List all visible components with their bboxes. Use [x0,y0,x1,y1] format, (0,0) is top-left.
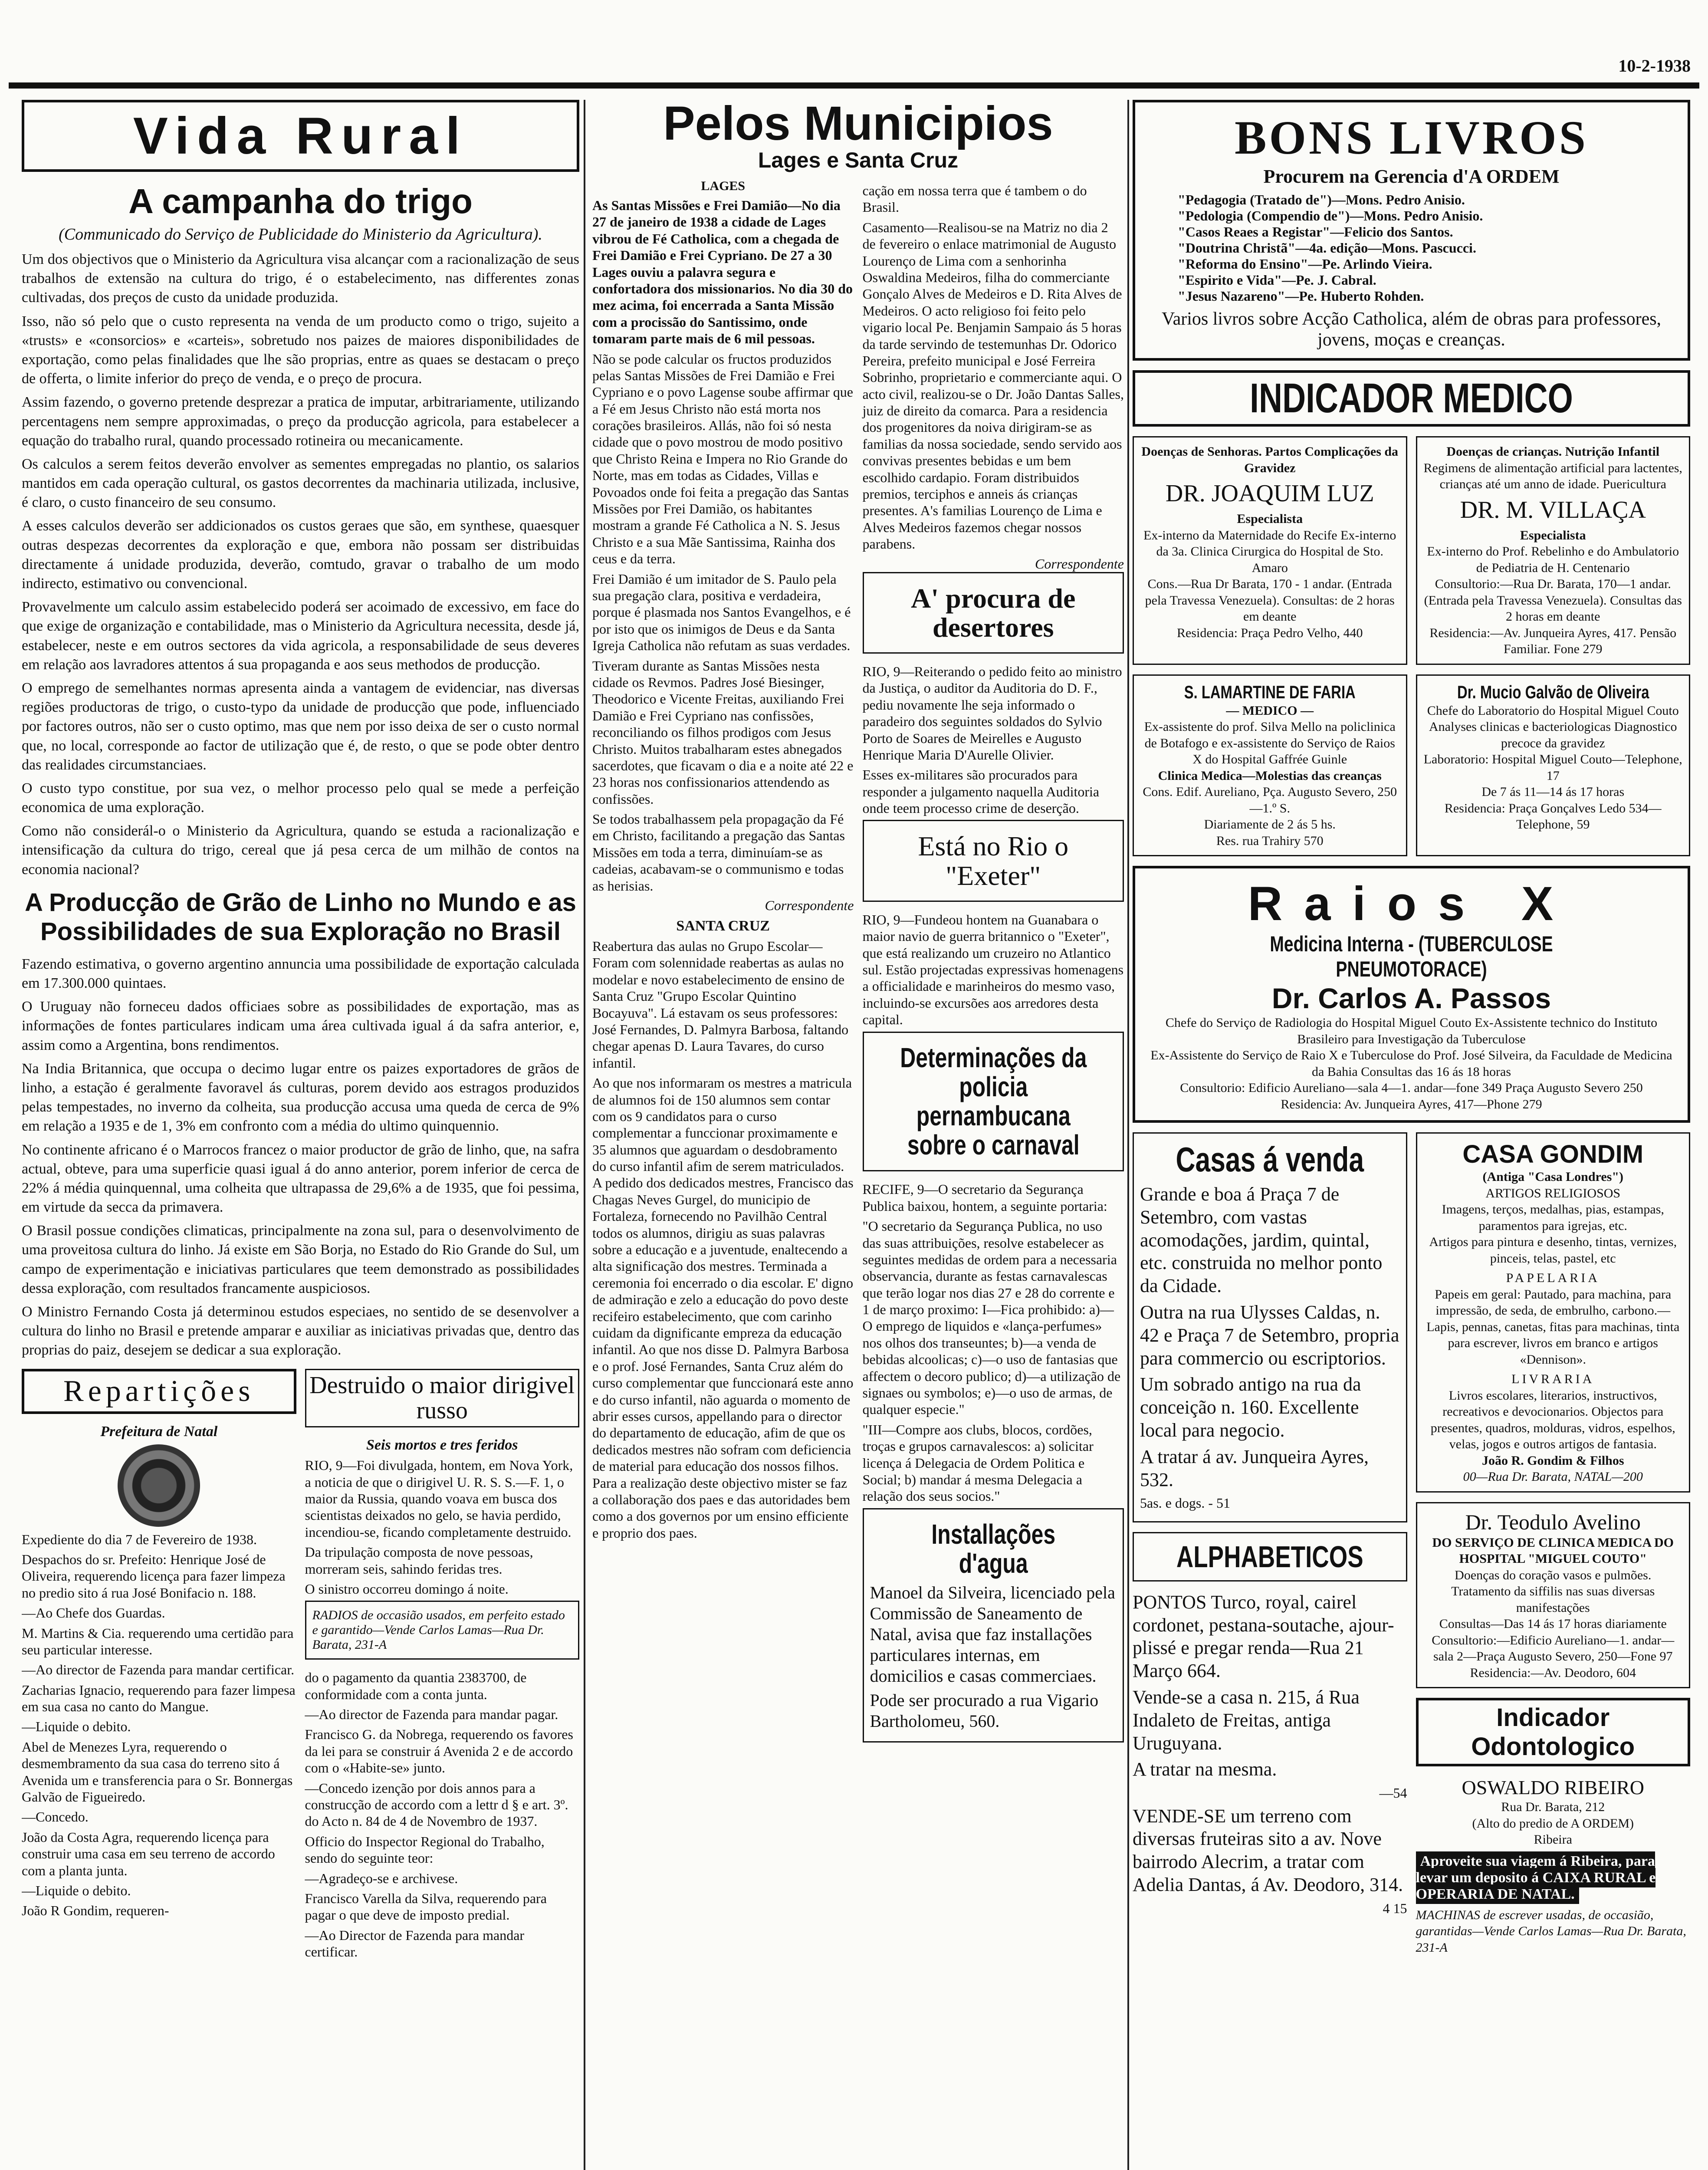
ad-text: Papeis em geral: Pautado, para machina, para impressão, de seda, de embrulho, carbono.—Lapis, pennas, canetas, fitas para machinas, tinta para escrever, livros em branco e artigos «Dennison». [1426,1287,1680,1367]
doctor-info: Ex-interno do Prof. Rebelinho e do Ambulatorio de Pediatria de H. Centenario [1427,544,1679,575]
paragraph: Se todos trabalhassem pela propagação da Fé em Christo, facilitando a pregação das Santas Missões em toda a terra, diminuíam-se as cadeias, acabavam-se o communismo e todas as herisias. [592,811,845,894]
paragraph: O emprego de semelhantes normas apresenta ainda a vantagem de evidenciar, nas diversas regiões productoras de trigo, o custo-typo da unidade de producção que pode, influenciado por factores outros, não ser o custo optimo, mas que nem por isso deixa de ser o custo normal que, no local, corresponde ao factor de utilização que é, de resto, o que se pode obter dentro das realidades circumstanciaes. [22,680,579,773]
paragraph: Como não considerál-o o Ministerio da Agricultura, quando se estuda a racionalização e intensificação da cultura do trigo, cereal que já pesa cerca de um milhão de contos na economia nacional? [22,823,579,878]
doctor-info: Consultorio: Edificio Aureliano—sala 4—1. andar—fone 349 Praça Augusto Severo 250 [1180,1081,1643,1095]
doctor-info: Rua Dr. Barata, 212 [1501,1800,1605,1814]
ad-subtitle: Procurem na Gerencia d'A ORDEM [1263,166,1560,187]
doctor-info: Chefe do Serviço de Radiologia do Hospital Miguel Couto Ex-Assistente technico do Instituto Brasileiro para Investigação da Tuberculose [1165,1016,1658,1046]
doctor-card [1416,436,1691,665]
paragraph: Reabertura das aulas no Grupo Escolar—Foram com solennidade reabertas as aulas no modelar e novo estabelecimento de ensino de Santa Cruz "Grupo Escolar Quintino Bocayuva". Lá estavam os seus professores: José Fernandes, D. Palmyra Barbosa, faltando chegar apenas D. Laura Tavares, do curso infantil. [592,938,849,1071]
doctor-info: Consultas—Das 14 ás 17 horas diariamente [1439,1617,1667,1631]
book-item: "Casos Reaes a Registar"—Felicio dos Santos. [1178,224,1453,240]
paragraph: —Ao Chefe dos Guardas. [22,1605,165,1621]
paragraph: —Concedo. [22,1809,89,1825]
book-item: "Pedologia (Compendio de")—Mons. Pedro Anisio. [1178,208,1483,224]
paragraph: O sinistro occorreu domingo á noite. [305,1581,509,1597]
column-vida-rural [22,100,579,2170]
doctor-info: DO SERVIÇO DE CLINICA MEDICA DO HOSPITAL "MIGUEL COUTO" [1432,1535,1674,1566]
ad-subtitle: Medicina Interna - (TUBERCULOSE PNEUMOTORACE) [1270,932,1553,981]
ad-text: Imagens, terços, medalhas, pias, estampas, paramentos para igrejas, etc. [1442,1202,1664,1233]
paragraph: Fazendo estimativa, o governo argentino annuncia uma possibilidade de exportação calculada em 17.300.000 quintaes. [22,956,579,991]
top-rule [9,82,1699,89]
book-item: "Pedagogia (Tratado de")—Mons. Pedro Anisio. [1178,192,1465,207]
paragraph: cação em nossa terra que é tambem o do Brasil. [862,183,1087,215]
classifieds-column [1133,1132,1407,1956]
reparticoes-box [22,1369,296,1414]
paragraph: —Agradeço-se e archivese. [305,1870,458,1886]
paragraph: A tratar á av. Junqueira Ayres, 532. [1140,1446,1369,1490]
doctor-name: S. LAMARTINE DE FARIA [1184,681,1356,702]
right-subcolumn [863,179,1124,1752]
doctor-info: Clinica Medica—Molestias das creanças [1158,768,1382,783]
section-subtitle: Prefeitura de Natal [100,1423,218,1440]
ad-text: Aproveite sua viagem á Ribeira, para levar um deposito á CAIXA RURAL e OPERARIA DE NATAL. [1416,1851,1656,1904]
raios-x-ad [1133,866,1690,1123]
ad-text: 00—Rua Dr. Barata, NATAL—200 [1463,1470,1643,1484]
paragraph: Um sobrado antigo na rua da conceição n. 160. Excellente local para negocio. [1140,1374,1361,1441]
doctor-info: Residencia:—Av. Deodoro, 604 [1470,1665,1636,1680]
paragraph: —Ao director de Fazenda para mandar pagar. [305,1706,558,1723]
paragraph: —Concedo izenção por dois annos para a construcção de accordo com a lettr d § e art. 3º. do Acto n. 84 de 4 de Novembro de 1937. [305,1780,568,1829]
odonto-title-box [1416,1698,1691,1766]
article-title: A Producção de Grão de Linho no Mundo e as Possibilidades de sua Exploração no Brasil [25,888,576,946]
paragraph: RIO, 9—Fundeou hontem na Guanabara o maior navio de guerra britannico o "Exeter", que está realizando um cruzeiro no Atlantico sul. Estão projectadas expressivas homenagens a officialidade e marinheiros do mesmo vaso, incluindo-se excursões aos arredores desta capital. [862,911,1124,1028]
doctor-info: Consultorio:—Rua Dr. Barata, 170—1 andar. (Entrada pela Travessa Venezuela). Consultas das 2 horas em deante [1424,577,1682,624]
paragraph: A esses calculos deverão ser addicionados os custos geraes que são, em synthese, quaesquer outras despezas decorrentes da exploração e que, embora não possam ser distribuidas directamente á unidade produzida, deverão, comtudo, gravar o trabalho de um modo indirecto, estimativo ou convencional. [22,518,579,592]
paragraph: M. Martins & Cia. requerendo uma certidão para seu particular interesse. [22,1625,294,1657]
subheading: SANTA CRUZ [676,918,770,934]
doctor-info: Doenças do coração vasos e pulmões. [1455,1568,1652,1582]
doctor-title: — MEDICO — [1226,703,1314,718]
section-subtitle: Lages e Santa Cruz [758,148,959,172]
avelino-ad [1416,1502,1691,1689]
doctor-card [1416,674,1691,857]
masthead-box [22,100,579,172]
doctor-info: Analyses clinicas e bacteriologicas Diagnostico precoce da gravidez [1429,720,1677,750]
casa-gondim-ad [1416,1132,1691,1493]
paragraph: Zacharias Ignacio, requerendo para fazer limpesa em sua casa no canto do Mangue. [22,1682,296,1715]
paragraph: Francisco Varella da Silva, requerendo para pagar o que deve de imposto predial. [305,1890,547,1923]
paragraph: —54 [1379,1785,1407,1801]
doctor-name: Dr. Teodulo Avelino [1465,1509,1641,1534]
doctor-info: De 7 ás 11—14 ás 17 horas [1481,785,1625,799]
ad-title: Installações d'agua [931,1518,1055,1579]
subheading: LAGES [701,179,746,193]
ad-footer: Varios livros sobre Acção Catholica, além de obras para professores, jovens, moças e creanças. [1161,309,1662,350]
paragraph: VENDE-SE um terreno com diversas fruteiras sito a av. Nove bairrodo Alecrim, a tratar com Adelia Dantas, á Av. Deodoro, 314. [1133,1805,1403,1895]
ad-title: CASA GONDIM [1462,1140,1644,1168]
doctor-info: Laboratorio: Hospital Miguel Couto—Telephone, 17 [1423,752,1682,783]
byline: Correspondente [765,898,854,914]
paragraph: Frei Damião é um imitador de S. Paulo pela sua pregação clara, positiva e verdadeira, porque é plasmada nos Santos Evangelhos, e é por isto que os inimigos de Deus e da Santa Igreja Catholica não refutam as suas verdades. [592,571,851,654]
casas-ad [1133,1132,1407,1522]
lower-ads [1133,1132,1690,1956]
reparticoes-section [22,1369,296,1964]
installacoes-ad [863,1508,1124,1743]
headline: Destruido o maior dirigivel russo [309,1371,575,1424]
paragraph: RIO, 9—Foi divulgada, hontem, em Nova York, a noticia de que o dirigivel U. R. S. S.—F. 1, o maior da Russia, quando voava em busca dos scientistas deixados no gelo, se havia perdido, incendiou-se, ficando completamente destruido. [305,1457,573,1540]
paragraph: PONTOS Turco, royal, cairel cordonet, pestana-soutache, ajour-plissé e pregar renda—Rua 21 Março 664. [1133,1591,1394,1682]
book-item: "Jesus Nazareno"—Pe. Huberto Rohden. [1178,288,1424,304]
doctor-info: Regimens de alimentação artificial para lactentes, crianças até um anno de idade. Puericultura [1423,460,1682,491]
paragraph: Vende-se a casa n. 215, á Rua Indaleto de Freitas, antiga Uruguyana. [1133,1686,1360,1754]
section-title: Repartições [63,1374,255,1408]
shop-column [1416,1132,1691,1956]
paragraph: RIO, 9—Reiterando o pedido feito ao ministro da Justiça, o auditor da Auditoria do D. F., pediu novamente lhe seja informado o paradeiro dos seguintes soldados do Sylvio Porto de Soares de Meirelles e Augusto Henrique Maria D'Aurelle Olivier. [862,663,1122,763]
ad-section: PAPELARIA [1506,1271,1600,1285]
doctor-card [1133,674,1407,857]
doctor-info: Consultorio:—Edificio Aureliano—1. andar—sala 2—Praça Augusto Severo, 250—Fone 97 [1432,1633,1675,1664]
specialty: Doenças de crianças. Nutrição Infantil [1446,444,1660,459]
article-title: A campanha do trigo [128,182,473,220]
dirigivel-section [305,1369,580,1964]
headline-box [863,1032,1124,1172]
ad-text: Artigos para pintura e desenho, tintas, vernizes, pinceis, telas, pastel, etc [1429,1235,1677,1266]
bons-livros-ad [1133,100,1690,361]
paragraph: Casamento—Realisou-se na Matriz no dia 2 de fevereiro o enlace matrimonial de Augusto Lourenço de Lima com a senhorinha Oswaldina Medeiros, filha do commerciante Gonçalo Alves de Medeiros e D. Rita Alves de Medeiros. O acto religioso foi feito pelo vigario local Pe. Benjamin Sampaio ás 5 horas da tarde servindo de testemunhas Dr. Odorico Pereira, prefeito municipal e José Ferreira Sobrinho, proprietario e commerciante aqui. O acto civil, realizou-se o Dr. João Dantas Salles, juiz de direito da comarca. Para a residencia dos progenitores da noiva dirigiram-se as familias da nossa sociedade, sendo servido aos convivas presentes bebidas e um bem escolhido cardapio. Foram distribuidos premios, terciphos e anneis ás crianças presentes. A's familias Lourenço de Lima e Alves Medeiros fazemos chegar nossos parabens. [862,219,1124,552]
paragraph: Tiveram durante as Santas Missões nesta cidade os Revmos. Padres José Biesinger, Theodorico e Vicente Freitas, auxiliando Frei Damião e Frei Cypriano nas confissões, reconciliando os filhos prodigos com Jesus Christo. Muitos trabalharam estes abnegados sacerdotes, que ficavam o dia e a noite até 22 e 23 horas nos confissionarios attendendo as confissões. [592,658,854,807]
paragraph: Um dos objectivos que o Ministerio da Agricultura visa alcançar com a racionalização de seus trabalhos de extensão na cultura do trigo, é o estabelecimento, nas differentes zonas cultivadas, dos preços de custo da unidade produzida. [22,251,579,306]
ad-section: LIVRARIA [1511,1372,1595,1386]
doctor-card [1133,436,1407,665]
ad-text: João R. Gondim & Filhos [1481,1453,1624,1468]
doctor-info: Ex-Assistente do Serviço de Raio X e Tuberculose do Prof. José Silveira, da Faculdade de Medicina da Bahia Consultas das 16 ás 18 horas [1150,1048,1672,1079]
paragraph: Outra na rua Ulysses Caldas, n. 42 e Praça 7 de Setembro, propria para commercio ou escriptorios. [1140,1301,1399,1369]
paragraph: No continente africano é o Marrocos francez o maior productor de grão de linho, que, na safra actual, obteve, para uma superficie quasi igual á do anno anterior, porem inferior de cerca de 22% á média quinquennal, uma colheita que ultrapassa de 29,6% a de 1935, que foi pessima, em virtude da secca da primavera. [22,1141,579,1216]
doctor-info: Residencia:—Av. Junqueira Ayres, 417. Pensão Familiar. Fone 279 [1429,625,1677,656]
paragraph: Officio do Inspector Regional do Trabalho, sendo do seguinte teor: [305,1833,545,1866]
section-title: Odontologico [1471,1733,1635,1761]
paragraph: João da Costa Agra, requerendo licença para construir uma casa em seu terreno de accordo com a planta junta. [22,1829,275,1878]
doctors-row [1133,436,1690,674]
paragraph: Manoel da Silveira, licenciado pela Commissão de Saneamento de Natal, avisa que faz installações particulares internas, em domicilios e casas commerciaes. [870,1583,1115,1686]
masthead: Vida Rural [133,107,468,165]
paragraph: Os calculos a serem feitos deverão envolver as sementes empregadas no plantio, os salarios mantidos em cada operação cultural, os gastos decorrentes da machinaria utilizada, inclusive, é claro, o custo financeiro de seu consumo. [22,456,579,511]
paragraph: Provavelmente um calculo assim estabelecido poderá ser acoimado de excessivo, em face do que exige de organização e contabilidade, mas o Ministerio da Agricultura necessita, desde já, estabelecer, neste e em outros sectores da vida agricola, a responsabilidade de seus deveres em relação aos lavradores attentos á sua propaganda e aos seus methodos de producção. [22,599,579,673]
doctor-info: Residencia: Av. Junqueira Ayres, 417—Phone 279 [1281,1097,1542,1111]
headline: A' procura de desertores [911,582,1076,643]
doctors-row [1133,674,1690,866]
doctor-info: Cons.—Rua Dr Barata, 170 - 1 andar. (Entrada pela Travessa Venezuela). Consultas: de 2 horas em deante [1145,577,1395,624]
ad-title: Raios X [1248,877,1575,930]
paragraph: Pode ser procurado a rua Vigario Bartholomeu, 560. [870,1690,1099,1731]
paragraph: Assim fazendo, o governo pretende desprezar a pratica de imputar, arbitrariamente, utilizando percentagens nem sempre approximadas, o preço da producção agricola, para estabelecer a equação do trabalho rural, quando processado rotineira ou mecanicamente. [22,394,579,449]
doctor-info: Res. rua Trahiry 570 [1216,833,1324,848]
machinas-ad: MACHINAS de escrever usadas, de occasião, garantidas—Vende Carlos Lamas—Rua Dr. Barata, 231-A [1416,1907,1686,1955]
paragraph: A tratar na mesma. [1133,1759,1277,1780]
municipios-columns [592,179,1124,1752]
section-title: Indicador [1496,1703,1610,1732]
headline: Determinações da policia pernambucana sobre o carnaval [900,1042,1087,1161]
doctor-info: Chefe do Laboratorio do Hospital Miguel Couto [1427,703,1679,718]
section-title: INDICADOR MEDICO [1250,375,1573,421]
coat-of-arms-emblem [118,1444,200,1527]
doctor-title: Especialista [1237,512,1303,526]
ad-title: BONS LIVROS [1235,111,1588,164]
paragraph: O custo typo constitue, por sua vez, o melhor processo pelo qual se mede a perfeição economica de uma exploração. [22,780,579,816]
paragraph: O Ministro Fernando Costa já determinou estudos especiaes, no sentido de se desenvolver a cultura do linho no Brasil e pretende amparar e auxiliar as iniciativas privadas que, dentro das proprias do paiz, desejem se dedicar a sua exploração. [22,1304,579,1358]
headline: Está no Rio o "Exeter" [918,831,1069,891]
paragraph: —Liquide o debito. [22,1719,131,1735]
paragraph: do o pagamento da quantia 2383700, de conformidade com a conta junta. [305,1670,527,1702]
issue-date: 10-2-1938 [1618,56,1691,76]
paragraph: —Ao director de Fazenda para mandar certificar. [22,1662,295,1678]
radio-ad: RADIOS de occasião usados, em perfeito estado e garantido—Vende Carlos Lamas—Rua Dr. Barata, 231-A [305,1601,580,1660]
doctor-info: Residencia: Praça Gonçalves Ledo 534—Telephone, 59 [1444,801,1662,832]
doctor-info: Residencia: Praça Pedro Velho, 440 [1176,625,1363,640]
caixa-rural-ad [1416,1853,1691,1903]
doctor-info: Tratamento da siffilis nas suas diversas manifestações [1451,1584,1655,1615]
doctor-name: Dr. Mucio Galvão de Oliveira [1457,681,1649,702]
headline-box [305,1369,580,1428]
doctor-name: DR. M. VILLAÇA [1460,496,1646,523]
book-item: "Reforma do Ensino"—Pe. Arlindo Vieira. [1178,256,1432,272]
lower-columns [22,1369,579,1964]
doctor-name: Dr. Carlos A. Passos [1271,982,1551,1014]
paragraph: Grande e boa á Praça 7 de Setembro, com vastas acomodações, jardim, quintal, etc. construida no melhor ponto da Cidade. [1140,1184,1383,1297]
paragraph: João R Gondim, requeren- [22,1903,169,1919]
doctor-info: Diariamente de 2 ás 5 hs. [1204,817,1336,832]
doctor-info: Ex-interno da Maternidade do Recife Ex-interno da 3a. Clinica Cirurgica do Hospital de Sto. Amaro [1143,528,1396,575]
paragraph: Esses ex-militares são procurados para responder a julgamento naquella Auditoria onde teem processo crime de deserção. [862,767,1100,816]
paragraph: Expediente do dia 7 de Fevereiro de 1938. [22,1531,257,1547]
indicador-title-box [1133,370,1690,427]
book-list [1143,192,1680,304]
book-item: "Espirito e Vida"—Pe. J. Cabral. [1178,272,1376,288]
paragraph: Não se pode calcular os fructos produzidos pelas Santas Missões de Frei Damião e Frei Cypriano e o povo Lagense soube affirmar que a Fé em Jesus Christo não está morta nos corações brasileiros. Allás, não foi só nesta cidade que o povo mostrou de modo positivo que Christo Reina e Impera no Rio Grande do Norte, mas em todas as Cidades, Villas e Povoados onde foi feita a pregação das Santas Missões por Frei Damião, os habitantes mostram a grande Fé Catholica a N. S. Jesus Christo e a sua Mãe Santissima, Rainha dos ceus e da terra. [592,351,853,567]
paragraph: Ao que nos informaram os mestres a matricula de alumnos foi de 150 alumnos sem contar com os 9 candidatos para o curso complementar a funccionar proximamente e 35 alumnos que aguardam o desdobramento do curso infantil afim de serem matriculados. A pedido dos dedicados mestres, Francisco das Chagas Neves Gurgel, do municipio de Fortaleza, fornecendo no Pavilhão Central todos os alumnos, dirigiu as suas palavras sobre a educação e a juventude, enaltecendo a alta significação dos mestres. Terminada a ceremonia foi encerrado o dia escolar. E' digno de admiração e zelo a educação do povo deste recifeiro estabelecimento, que com carinho cuidam da dignificante empreza da educação infantil. Ao que nos disse D. Palmyra Barbosa e o prof. José Fernandes, Santa Cruz além do curso complementar que funccionará este anno e do curso infantil, não aguarda o momento de abrir esses cursos, appellando para o director do departamento de educação, afim de que os dedicados mestres não sofram com deficiencia de material para educação dos nossos filhos. Para a realização deste objectivo mister se faz a collaboração dos paes e das autoridades bem como a dos governos por um ensino efficiente e proprio dos paes. [592,1075,854,1541]
headline-sub: Seis mortos e tres feridos [366,1437,518,1453]
paragraph: 5as. e dogs. - 51 [1140,1495,1230,1511]
paragraph: RECIFE, 9—O secretario da Segurança Publica baixou, hontem, a seguinte portaria: [862,1181,1107,1214]
headline-box [863,572,1124,654]
specialty: Doenças de Senhoras. Partos Complicações da Gravidez [1141,444,1399,475]
paragraph: O Uruguay não forneceu dados officiaes sobre as possibilidades de exportação, mas as informações de fontes particulares indicam uma área cultivada igual á da safra anterior, e, assim como a Argentina, bons rendimentos. [22,999,579,1053]
doctor-name: OSWALDO RIBEIRO [1462,1776,1644,1798]
ad-subtitle: (Antiga "Casa Londres") [1482,1170,1623,1184]
ad-subtitle: ARTIGOS RELIGIOSOS [1485,1186,1621,1200]
paragraph: Francisco G. da Nobrega, requerendo os favores da lei para se construir á Avenida 2 e de accordo com o «Habite-se» junto. [305,1726,573,1776]
paragraph: Despachos do sr. Prefeito: Henrique José de Oliveira, requerendo licença para fazer limpeza no predio sito á rua José Bonifacio n. 188. [22,1551,286,1601]
doctor-name: DR. JOAQUIM LUZ [1165,480,1374,507]
article-subtitle: (Communicado do Serviço de Publicidade do Ministerio da Agricultura). [59,225,542,243]
paragraph: Na India Britannica, que occupa o decimo lugar entre os paizes exportadores de grãos de linho, a estação é geralmente favoravel ás culturas, porem devido aos estragos produzidos pelas tempestades, no inverno da colheita, sua producção accusa uma queda de cerca de 9% em relação a 1935 e de 1, 3% em confronto com a média do ultimo quinquennio. [22,1060,579,1134]
alphabeticos-ad [1133,1532,1407,1581]
paragraph: —Liquide o debito. [22,1882,131,1898]
book-item: "Doutrina Christã"—4a. edição—Mons. Pascucci. [1178,240,1476,256]
doctor-info: Ribeira [1534,1832,1572,1847]
paragraph: "O secretario da Segurança Publica, no uso das suas attribuições, resolve estabelecer as seguintes medidas de ordem para a necessaria observancia, durante as festas carnavalescas que terão logar nos dias 27 e 28 do corrente e 1 de março proximo: I—Fica prohibido: a)—O emprego de liquidos e «lança-perfumes» nos olhos dos transeuntes; b)—a venda de bebidas alcoolicas; c)—o uso de fantasias que affectem o decoro publico; d)—a utilização de signaes ou symbolos; e)—o uso de armas, de qualquer especie." [862,1218,1121,1417]
doctor-title: Especialista [1520,528,1586,542]
paragraph: Abel de Menezes Lyra, requerendo o desmembramento da sua casa do terreno sito á Avenida um e transferencia para o Sr. Bonnergas Galvão de Figueiredo. [22,1739,293,1805]
lages-column [592,179,854,1752]
paragraph: Isso, não só pelo que o custo representa na venda de um producto como o trigo, sujeito a «trusts» e «consorcios» e «carteis», sobretudo nos paizes de maiores disponibilidades de exportação, como pelas finalidades que lhe são proprias, entre as quaes se destacam o preço de offerta, o limite inferior do preço de venda, e o preço de procura. [22,313,579,387]
section-title: Pelos Municipios [663,100,1053,150]
column-divider [584,100,585,2170]
ad-title: ALPHABETICOS [1176,1539,1363,1574]
paragraph: —Ao Director de Fazenda para mandar certificar. [305,1927,525,1960]
headline-box [863,820,1124,901]
doctor-info: Ex-assistente do prof. Silva Mello na policlinica de Botafogo e ex-assistente do Serviço de Raios X do Hospital Gaffrée Guinle [1144,720,1396,766]
paragraph: "III—Compre aos clubs, blocos, cordões, troças e grupos carnavalescos: a) solicitar licença á Delegacia de Ordem Politica e Social; b) mandar á mesma Delegacia a relação dos seus socios." [862,1421,1094,1504]
byline: Correspondente [1035,556,1124,572]
paragraph: As Santas Missões e Frei Damião—No dia 27 de janeiro de 1938 a cidade de Lages vibrou de Fé Catholica, com a chegada de Frei Damião e Frei Cypriano. De 27 a 30 Lages ouviu a palavra segura e confortadora dos missionarios. No dia 30 do mez acima, foi encerrada a Santa Missão com a procissão do Santissimo, onde tomaram parte mais de 6 mil pessoas. [592,197,853,347]
column-ads [1133,100,1690,2170]
paragraph: O Brasil possue condições climaticas, principalmente na zona sul, para o desenvolvimento de uma proveitosa cultura do linho. Já existe em São Borja, no Estado do Rio Grande do Sul, um campo de experimentação e iniciativas particulares que teem demonstrado as possibilidades dessa exploração, com resultados francamente auspiciosos. [22,1223,579,1296]
ad-text: Livros escolares, literarios, instructivos, recreativos e devocionarios. Objectos para presentes, quadros, molduras, vidros, espelhos, velas, jogos e outros artigos de fantasia. [1430,1388,1675,1451]
column-divider [1127,100,1129,2170]
ad-title: Casas á venda [1176,1140,1364,1179]
doctor-info: (Alto do predio de A ORDEM) [1472,1816,1634,1831]
paragraph: Da tripulação composta de nove pessoas, morreram seis, sahindo feridas tres. [305,1544,533,1577]
paragraph: 4 15 [1383,1900,1407,1916]
column-municipios [592,100,1124,2170]
doctor-info: Cons. Edif. Aureliano, Pça. Augusto Severo, 250—1.º S. [1143,785,1397,815]
